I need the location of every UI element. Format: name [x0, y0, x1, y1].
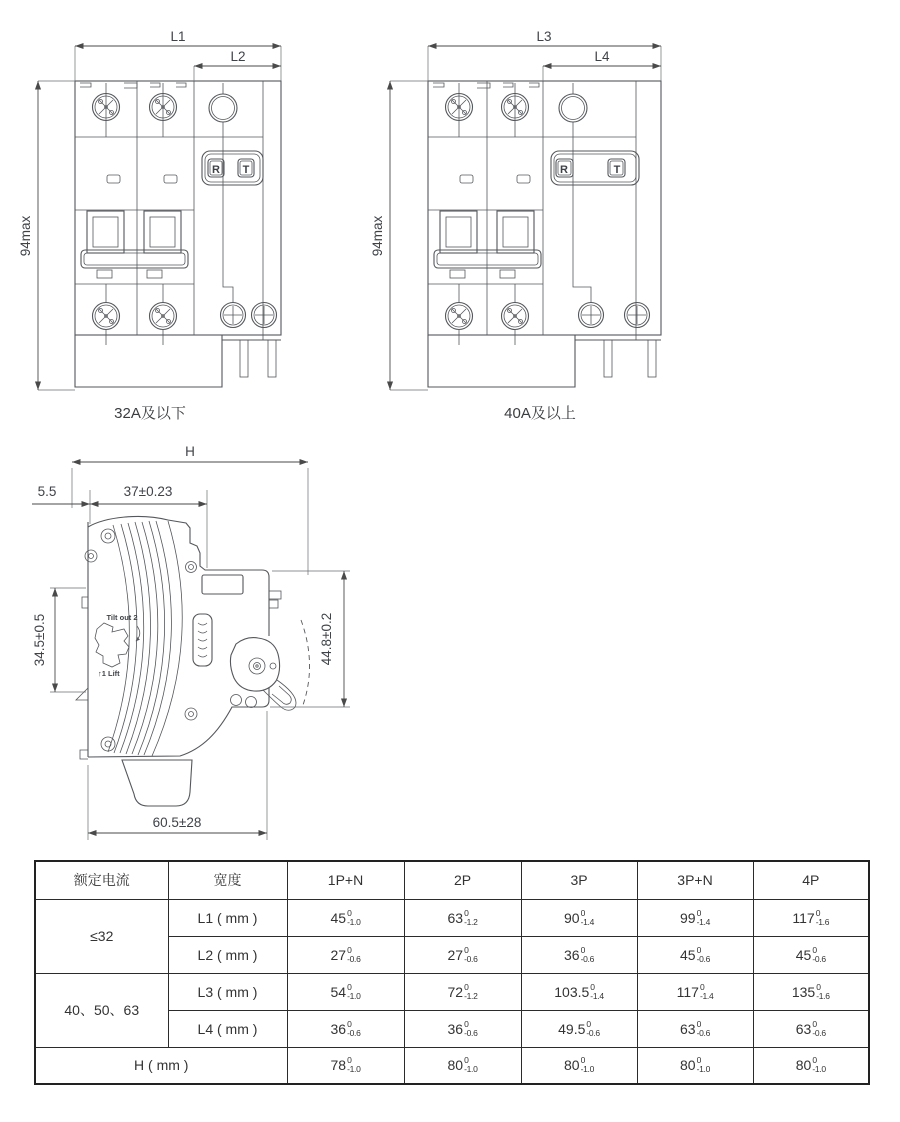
dim-value-cell: 36 0 -0.6	[287, 1010, 404, 1047]
dim-value-cell: 80 0 -1.0	[753, 1047, 869, 1084]
test-port-hole-icon	[559, 94, 587, 122]
lever-hook	[263, 680, 296, 710]
dim-label-94max: 94max	[370, 215, 385, 257]
dim-label-rail-offset: 5.5	[37, 484, 57, 499]
phillips-screw-icon	[579, 303, 604, 328]
reset-test-buttons	[551, 151, 639, 185]
dim-value-cell: 45 0 -0.6	[753, 936, 869, 973]
dim-value-cell: 63 0 -0.6	[637, 1010, 753, 1047]
reset-button-label: R	[560, 164, 568, 176]
lift-label: ↑1 Lift	[98, 669, 120, 678]
dim-name-cell: H ( mm )	[35, 1047, 287, 1084]
dim-label-body-height: 44.8±0.2	[319, 612, 334, 666]
dim-value-cell: 135 0 -1.6	[753, 973, 869, 1010]
dim-value-cell: 45 0 -0.6	[637, 936, 753, 973]
table-header-row	[35, 861, 869, 899]
dim-label-top-width: 37±0.23	[123, 484, 173, 499]
dim-value-cell: 45 0 -1.0	[287, 899, 404, 936]
test-button-label: T	[242, 164, 250, 176]
dim-name-cell: L4 ( mm )	[168, 1010, 287, 1047]
dim-value-cell: 63 0 -0.6	[753, 1010, 869, 1047]
table-row-l1	[35, 899, 869, 936]
dim-value-cell: 80 0 -1.0	[404, 1047, 521, 1084]
header-rated-current: 额定电流	[35, 861, 168, 899]
side-view-drawing	[32, 444, 350, 840]
header-1pn: 1P+N	[287, 861, 404, 899]
dim-value-cell: 117 0 -1.6	[753, 899, 869, 936]
front-view-large-caption: 40A及以上	[504, 405, 576, 422]
terminal-screw-icon	[446, 303, 473, 330]
dim-value-cell: 63 0 -1.2	[404, 899, 521, 936]
rated-current-cell: ≤32	[35, 899, 168, 973]
header-4p: 4P	[753, 861, 869, 899]
front-view-large-drawing	[370, 29, 661, 422]
dim-label-l3: L3	[536, 29, 552, 44]
dim-name-cell: L1 ( mm )	[168, 899, 287, 936]
dim-value-cell: 117 0 -1.4	[637, 973, 753, 1010]
dim-label-clip-height: 34.5±0.5	[32, 613, 47, 667]
dim-value-cell: 80 0 -1.0	[521, 1047, 637, 1084]
dim-label-l4: L4	[594, 49, 610, 64]
terminal-screw-icon	[93, 303, 120, 330]
dim-value-cell: 36 0 -0.6	[404, 1010, 521, 1047]
front-view-small-caption: 32A及以下	[114, 405, 186, 422]
header-2p: 2P	[404, 861, 521, 899]
dim-name-cell: L3 ( mm )	[168, 973, 287, 1010]
table-row-h	[35, 1047, 869, 1084]
terminal-screw-icon	[150, 303, 177, 330]
actuator-knob	[230, 638, 279, 691]
header-3pn: 3P+N	[637, 861, 753, 899]
dim-value-cell: 54 0 -1.0	[287, 973, 404, 1010]
dim-value-cell: 103.5 0 -1.4	[521, 973, 637, 1010]
test-port-hole-icon	[209, 94, 237, 122]
phillips-screw-icon	[625, 303, 650, 328]
dim-label-l2: L2	[230, 49, 246, 64]
header-3p: 3P	[521, 861, 637, 899]
header-width: 宽度	[168, 861, 287, 899]
phillips-screw-icon	[252, 303, 277, 328]
tilt-out-label: Tilt out 2	[106, 613, 138, 622]
lever-travel-arc	[301, 620, 310, 705]
terminal-screw-icon	[502, 303, 529, 330]
front-view-small-drawing	[18, 29, 281, 422]
dim-label-l1: L1	[170, 29, 186, 44]
dim-value-cell: 99 0 -1.4	[637, 899, 753, 936]
dim-label-bottom-width: 60.5±28	[152, 815, 202, 830]
reset-test-buttons	[202, 151, 263, 185]
dim-value-cell: 36 0 -0.6	[521, 936, 637, 973]
dim-name-cell: L2 ( mm )	[168, 936, 287, 973]
test-button-label: T	[613, 164, 621, 176]
dim-value-cell: 27 0 -0.6	[404, 936, 521, 973]
dimension-table	[34, 860, 870, 1085]
dim-value-cell: 49.5 0 -0.6	[521, 1010, 637, 1047]
dim-value-cell: 78 0 -1.0	[287, 1047, 404, 1084]
table-row-l3	[35, 973, 869, 1010]
dim-value-cell: 90 0 -1.4	[521, 899, 637, 936]
reset-button-label: R	[212, 164, 220, 176]
phillips-screw-icon	[221, 303, 246, 328]
dim-label-94max: 94max	[18, 215, 33, 257]
dim-value-cell: 80 0 -1.0	[637, 1047, 753, 1084]
dim-label-h: H	[185, 444, 195, 459]
rated-current-cell: 40、50、63	[35, 973, 168, 1047]
din-clip-detail	[95, 623, 140, 667]
dim-value-cell: 27 0 -0.6	[287, 936, 404, 973]
brand-mark	[193, 614, 212, 666]
dim-value-cell: 72 0 -1.2	[404, 973, 521, 1010]
